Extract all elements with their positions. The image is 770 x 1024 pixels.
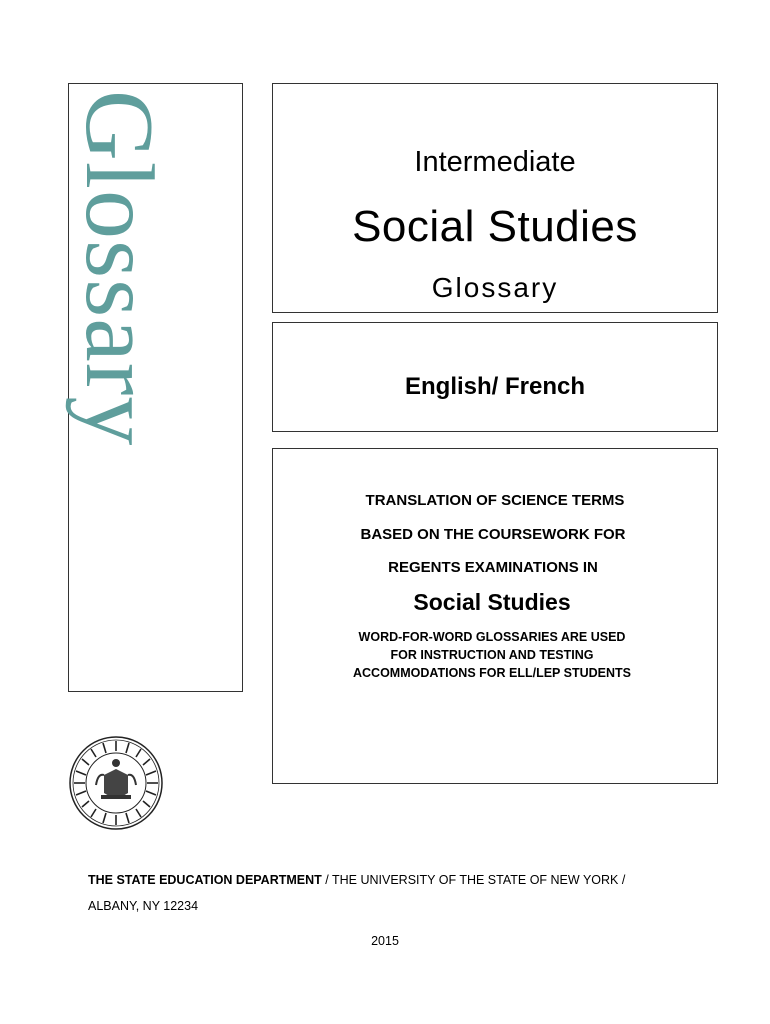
footer-department: THE STATE EDUCATION DEPARTMENT — [88, 873, 322, 887]
footer-line-1 — [88, 873, 625, 887]
title-subject: Social Studies — [352, 202, 638, 251]
language-box — [272, 322, 718, 432]
footer-university: / THE UNIVERSITY OF THE STATE OF NEW YORK / — [321, 873, 626, 887]
note-line-1: WORD-FOR-WORD GLOSSARIES ARE USED — [358, 630, 626, 644]
footer-address: ALBANY, NY 12234 — [88, 899, 199, 913]
vertical-glossary-title: Glossary — [65, 90, 173, 447]
note-line-2: FOR INSTRUCTION AND TESTING — [390, 648, 594, 662]
language-pair: English/ French — [404, 373, 586, 400]
footer-year: 2015 — [371, 934, 399, 948]
info-line-1: TRANSLATION OF SCIENCE TERMS — [365, 492, 625, 509]
title-glossary-label: Glossary — [431, 272, 559, 303]
info-line-3: REGENTS EXAMINATIONS IN — [388, 559, 598, 576]
title-level: Intermediate — [414, 146, 576, 178]
info-box — [272, 448, 718, 784]
state-seal-icon — [68, 735, 164, 831]
title-box — [272, 83, 718, 313]
info-subject: Social Studies — [413, 589, 571, 615]
note-line-3: ACCOMMODATIONS FOR ELL/LEP STUDENTS — [352, 666, 631, 680]
info-line-2: BASED ON THE COURSEWORK FOR — [360, 526, 626, 543]
